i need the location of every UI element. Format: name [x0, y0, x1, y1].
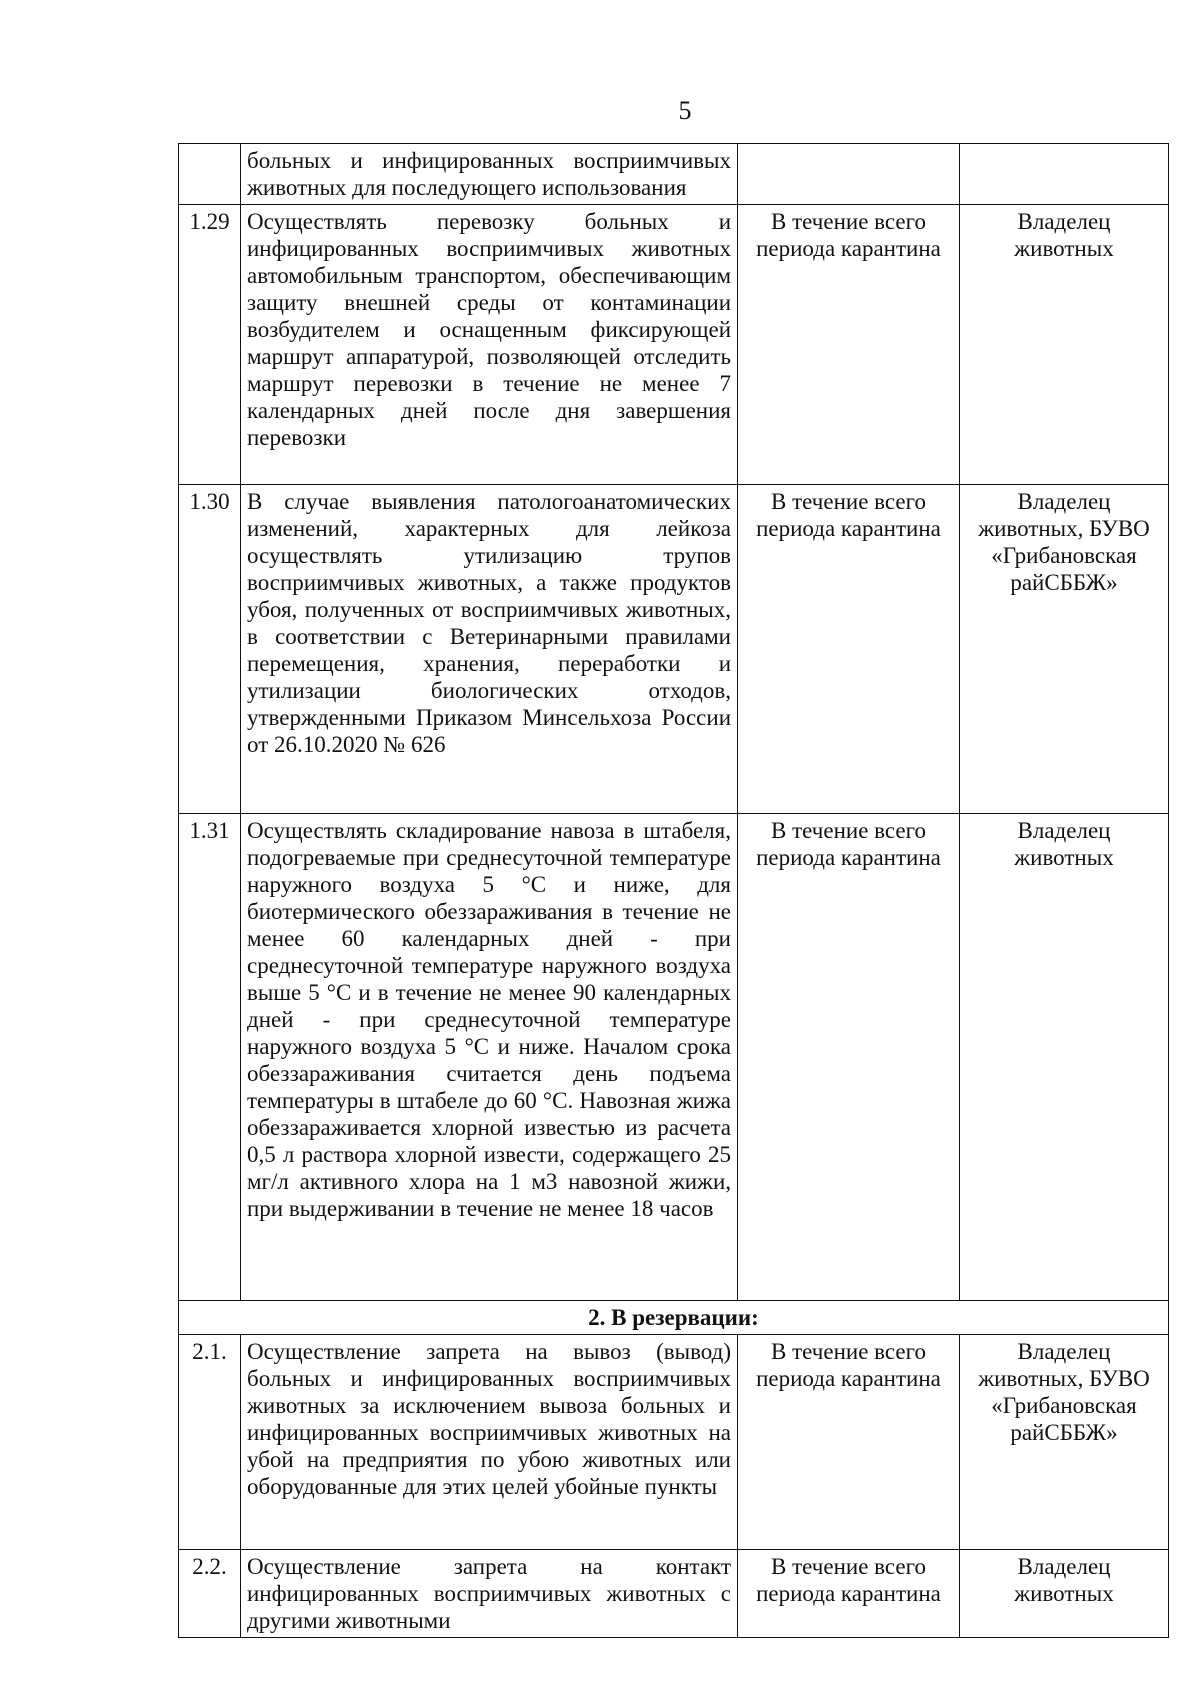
- row-term: В течение всего периода карантина: [738, 814, 960, 1301]
- row-term: [738, 144, 960, 205]
- row-number: 1.31: [179, 814, 241, 1301]
- row-action: больных и инфицированных восприимчивых животных для последующего использования: [241, 144, 738, 205]
- table-row: [179, 485, 1169, 814]
- row-responsible: Владелец животных, БУВО «Грибановская райСББЖ»: [960, 485, 1169, 814]
- row-responsible: [960, 144, 1169, 205]
- table-row: [179, 1335, 1169, 1550]
- row-responsible: Владелец животных: [960, 205, 1169, 485]
- section-title: 2. В резервации:: [179, 1301, 1169, 1335]
- measures-table: [178, 143, 1169, 1638]
- row-number: [179, 144, 241, 205]
- row-number: 2.1.: [179, 1335, 241, 1550]
- row-term: В течение всего периода карантина: [738, 205, 960, 485]
- table-row: [179, 814, 1169, 1301]
- section-header-row: [179, 1301, 1169, 1335]
- row-number: 1.30: [179, 485, 241, 814]
- row-term: В течение всего периода карантина: [738, 485, 960, 814]
- row-term: В течение всего периода карантина: [738, 1335, 960, 1550]
- row-action: Осуществление запрета на контакт инфицированных восприимчивых животных с другими животными: [241, 1550, 738, 1638]
- row-number: 2.2.: [179, 1550, 241, 1638]
- row-action: Осуществлять складирование навоза в штабеля, подогреваемые при среднесуточной температуре наружного воздуха 5 °С и ниже, для биотермического обеззараживания в течение не менее 60 календарных дней - при среднесуточной температуре наружного воздуха выше 5 °С и в течение не менее 90 календарных дней - при среднесуточной температуре наружного воздуха 5 °С и ниже. Началом срока обеззараживания считается день подъема температуры в штабеле до 60 °С. Навозная жижа обеззараживается хлорной известью из расчета 0,5 л раствора хлорной извести, содержащего 25 мг/л активного хлора на 1 м3 навозной жижи, при выдерживании в течение не менее 18 часов: [241, 814, 738, 1301]
- table-row: [179, 144, 1169, 205]
- row-number: 1.29: [179, 205, 241, 485]
- row-responsible: Владелец животных: [960, 814, 1169, 1301]
- row-action: Осуществлять перевозку больных и инфицированных восприимчивых животных автомобильным транспортом, обеспечивающим защиту внешней среды от контаминации возбудителем и оснащенным фиксирующей маршрут аппаратурой, позволяющей отследить маршрут перевозки в течение не менее 7 календарных дней после дня завершения перевозки: [241, 205, 738, 485]
- row-term: В течение всего периода карантина: [738, 1550, 960, 1638]
- row-responsible: Владелец животных: [960, 1550, 1169, 1638]
- table-row: [179, 1550, 1169, 1638]
- page-number: 5: [678, 96, 692, 125]
- row-responsible: Владелец животных, БУВО «Грибановская райСББЖ»: [960, 1335, 1169, 1550]
- row-action: Осуществление запрета на вывоз (вывод) больных и инфицированных восприимчивых животных за исключением вывоза больных и инфицированных восприимчивых животных на убой на предприятия по убою животных или оборудованные для этих целей убойные пункты: [241, 1335, 738, 1550]
- row-action: В случае выявления патологоанатомических изменений, характерных для лейкоза осуществлять утилизацию трупов восприимчивых животных, а также продуктов убоя, полученных от восприимчивых животных, в соответствии с Ветеринарными правилами перемещения, хранения, переработки и утилизации биологических отходов, утвержденными Приказом Минсельхоза России от 26.10.2020 № 626: [241, 485, 738, 814]
- table-row: [179, 205, 1169, 485]
